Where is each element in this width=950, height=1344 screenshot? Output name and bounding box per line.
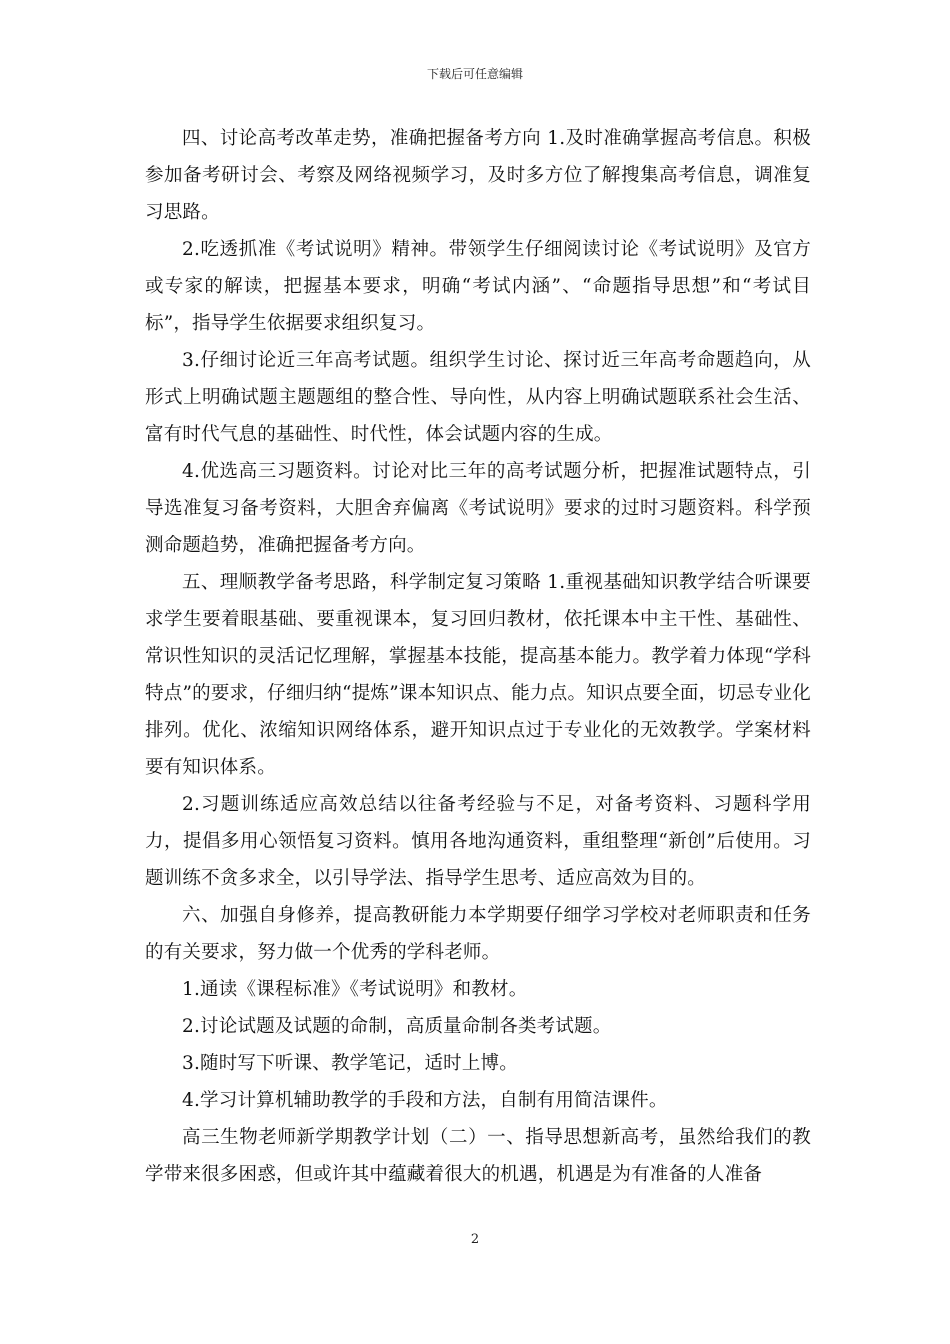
page-header-note: 下载后可任意编辑 — [426, 67, 523, 81]
paragraph-section-six-item-4: 4.学习计算机辅助教学的手段和方法，自制有用简洁课件。 — [182, 1090, 668, 1111]
paragraph-section-five: 五、理顺教学备考思路，科学制定复习策略 1.重视基础知识教学结合听课要求学生要着眼基础、要重视课本，复习回归教材，依托课本中主干性、基础性、常识性知识的灵活记忆理解，掌握基本技能，提高基本能力。教学着力体现“学科特点”的要求，仔细归纳“提炼”课本知识点、能力点。知识点要全面，切忌专业化排列。优化、浓缩知识网络体系，避开知识点过于专业化的无效教学。学案材料要有知识体系。 — [145, 572, 811, 778]
document-body — [145, 120, 811, 1193]
paragraph-item-3: 3.仔细讨论近三年高考试题。组织学生讨论、探讨近三年高考命题趋向，从形式上明确试题主题题组的整合性、导向性，从内容上明确试题联系社会生活、富有时代气息的基础性、时代性，体会试题内容的生成。 — [145, 350, 811, 445]
paragraph-section-six-item-3: 3.随时写下听课、教学笔记，适时上博。 — [182, 1053, 518, 1074]
paragraph-section-six: 六、加强自身修养，提高教研能力本学期要仔细学习学校对老师职责和任务的有关要求，努力做一个优秀的学科老师。 — [145, 905, 811, 963]
paragraph-section-six-item-2: 2.讨论试题及试题的命制，高质量命制各类考试题。 — [182, 1016, 612, 1037]
paragraph-section-four: 四、讨论高考改革走势，准确把握备考方向 1.及时准确掌握高考信息。积极参加备考研讨会、考察及网络视频学习，及时多方位了解搜集高考信息，调准复习思路。 — [145, 128, 811, 223]
paragraph-section-five-item-2: 2.习题训练适应高效总结以往备考经验与不足，对备考资料、习题科学用力，提倡多用心领悟复习资料。慎用各地沟通资料，重组整理“新创”后使用。习题训练不贪多求全，以引导学法、指导学生思考、适应高效为目的。 — [145, 794, 811, 889]
paragraph-section-six-item-1: 1.通读《课程标准》《考试说明》和教材。 — [182, 979, 528, 1000]
paragraph-item-4: 4.优选高三习题资料。讨论对比三年的高考试题分析，把握准试题特点，引导选准复习备考资料，大胆舍弃偏离《考试说明》要求的过时习题资料。科学预测命题趋势，准确把握备考方向。 — [145, 461, 811, 556]
paragraph-item-2: 2.吃透抓准《考试说明》精神。带领学生仔细阅读讨论《考试说明》及官方或专家的解读，把握基本要求，明确“考试内涵”、“命题指导思想”和“考试目标”，指导学生依据要求组织复习。 — [145, 239, 811, 334]
page-number: 2 — [470, 1232, 480, 1247]
paragraph-plan-two-intro: 高三生物老师新学期教学计划（二）一、指导思想新高考，虽然给我们的教学带来很多困惑，但或许其中蕴藏着很大的机遇，机遇是为有准备的人准备 — [145, 1127, 811, 1185]
